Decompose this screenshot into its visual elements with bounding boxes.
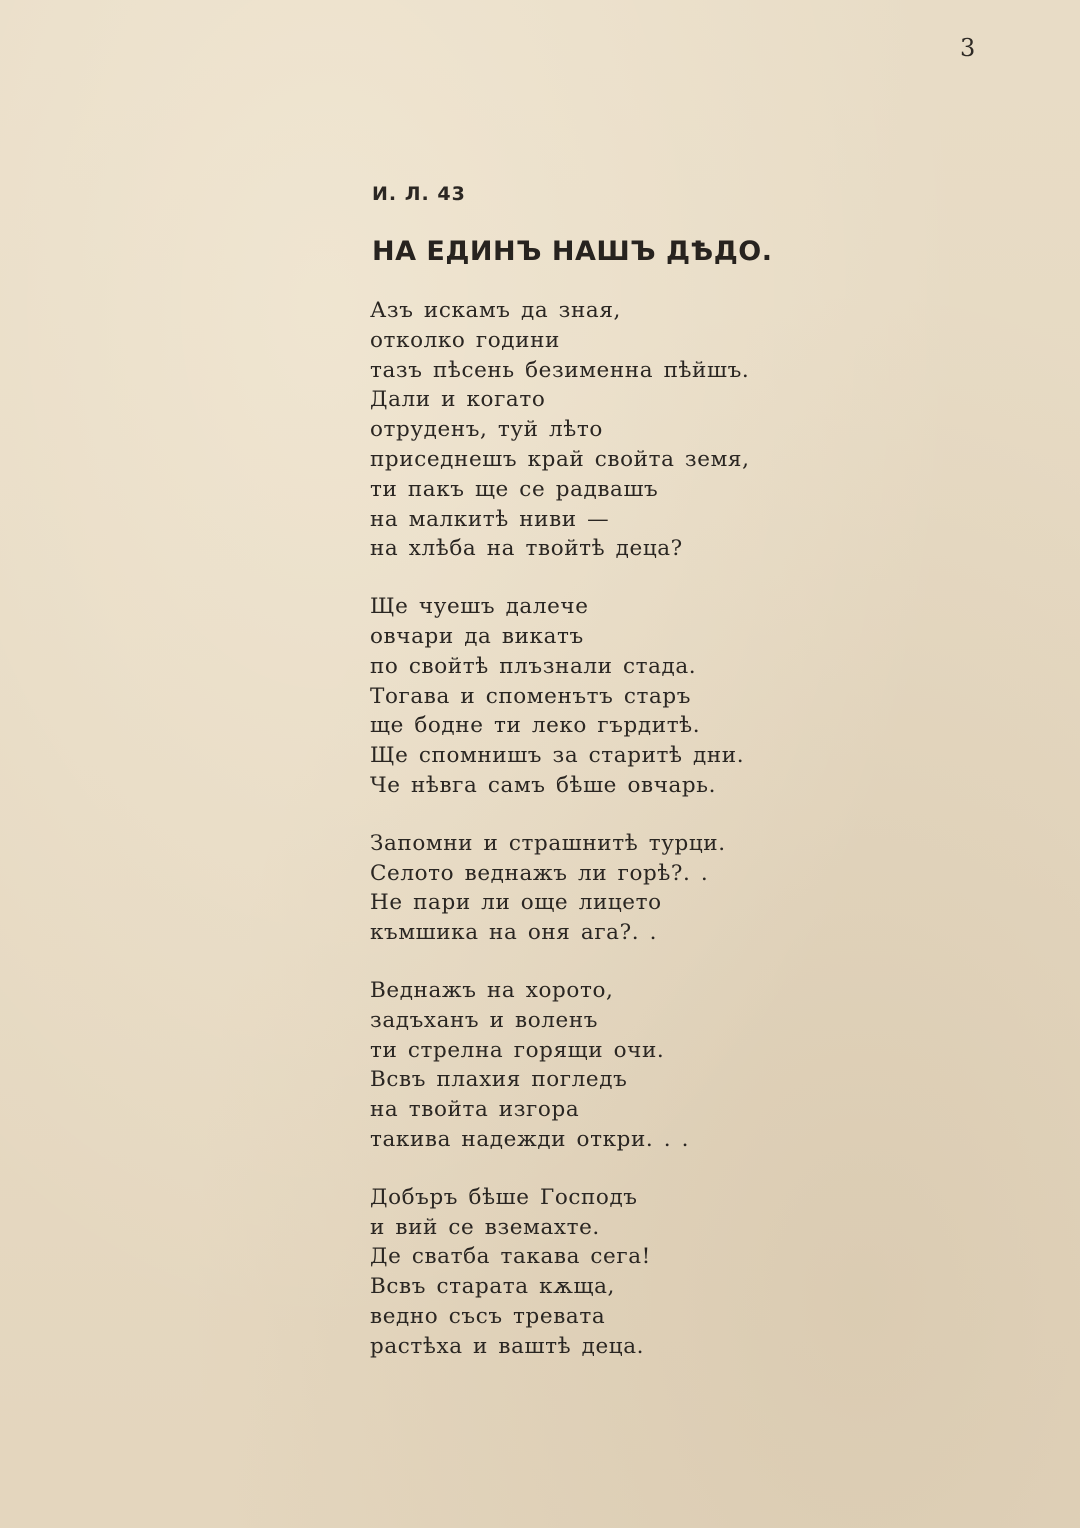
poem-line: и вий се вземахте. bbox=[370, 1214, 600, 1240]
poem-line: на хлѣба на твойтѣ деца? bbox=[370, 536, 683, 562]
poem-title: НА ЕДИНЪ НАШЪ ДѢДО. bbox=[372, 236, 773, 267]
poem-line: такива надежди откри. . . bbox=[370, 1126, 690, 1152]
stanza-2 bbox=[370, 592, 830, 801]
page-number: 3 bbox=[960, 34, 976, 62]
author-initials: И. Л. 43 bbox=[372, 183, 466, 205]
poem-line: Тогава и споменътъ старъ bbox=[370, 683, 692, 709]
poem-line: тазъ пѣсень безименна пѣйшъ. bbox=[370, 357, 750, 383]
poem-line: Азъ искамъ да зная, bbox=[370, 298, 621, 323]
stanza-3 bbox=[370, 829, 830, 948]
poem-line: растѣха и ваштѣ деца. bbox=[370, 1333, 645, 1359]
poem-line: овчари да викатъ bbox=[370, 623, 584, 649]
poem-line: задъханъ и воленъ bbox=[370, 1007, 599, 1033]
poem-body bbox=[370, 296, 830, 1390]
poem-line: Запомни и страшнитѣ турци. bbox=[370, 830, 726, 856]
stanza-4 bbox=[370, 976, 830, 1155]
poem-line: Всвъ плахия погледъ bbox=[370, 1067, 628, 1093]
stanza-5 bbox=[370, 1183, 830, 1362]
poem-line: Добъръ бѣше Господъ bbox=[370, 1184, 638, 1210]
poem-line: Дали и когато bbox=[370, 387, 546, 413]
poem-line: по свойтѣ плъзнали стада. bbox=[370, 653, 697, 679]
poem-line: на твойта изгора bbox=[370, 1097, 580, 1123]
poem-line: Ще чуешъ далече bbox=[370, 594, 589, 620]
poem-line: ти стрелна горящи очи. bbox=[370, 1037, 665, 1063]
poem-line: Селото веднажъ ли горѣ?. . bbox=[370, 860, 709, 886]
poem-line: Веднажъ на хорото, bbox=[370, 977, 614, 1003]
poem-line: ведно съсъ тревата bbox=[370, 1303, 606, 1329]
poem-line: ще бодне ти леко гърдитѣ. bbox=[370, 713, 701, 739]
poem-line: отруденъ, туй лѣто bbox=[370, 417, 603, 443]
poem-line: Не пари ли още лицето bbox=[370, 890, 662, 916]
poem-line: приседнешъ край свойта земя, bbox=[370, 446, 750, 472]
poem-line: Де сватба такава сега! bbox=[370, 1244, 651, 1270]
poem-line: Че нѣвга самъ бѣше овчарь. bbox=[370, 772, 717, 798]
poem-line: отколко години bbox=[370, 327, 560, 353]
stanza-1 bbox=[370, 296, 830, 564]
poem-line: на малкитѣ ниви — bbox=[370, 506, 610, 532]
poem-line: Всвъ старата кѫща, bbox=[370, 1274, 615, 1300]
poem-line: ти пакъ ще се радвашъ bbox=[370, 476, 659, 502]
poem-line: къмшика на оня ага?. . bbox=[370, 920, 658, 946]
poem-line: Ще спомнишъ за старитѣ дни. bbox=[370, 743, 745, 769]
